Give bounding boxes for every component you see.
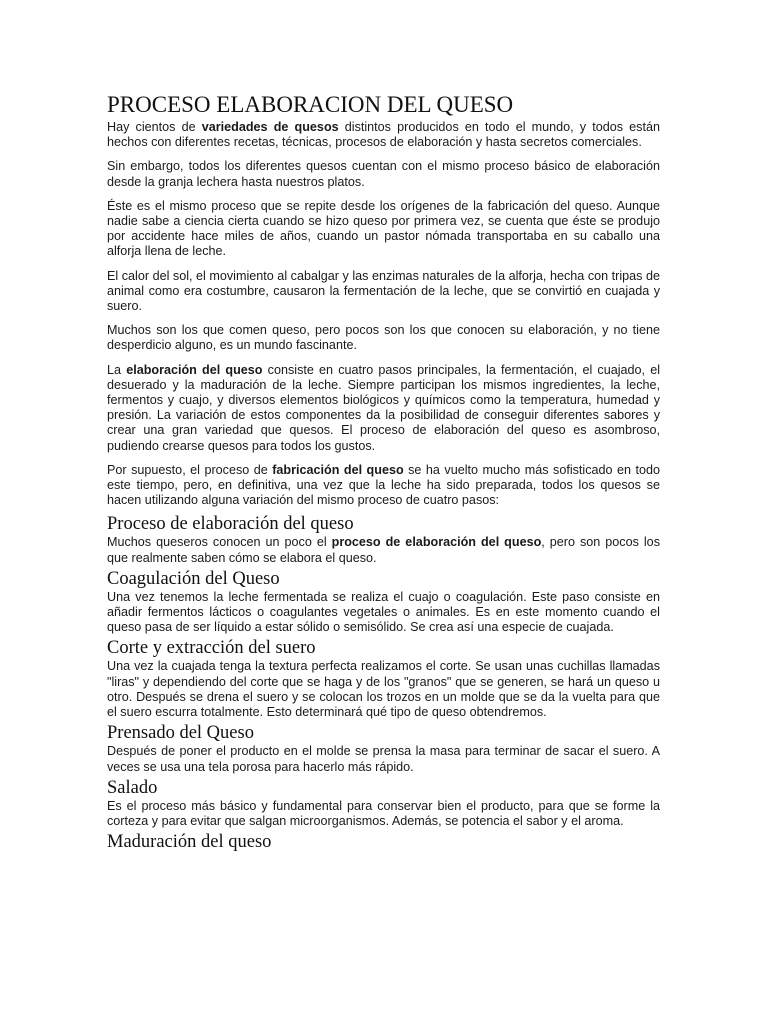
intro-paragraph [107,363,660,454]
text-run: Después de poner el producto en el molde se prensa la masa para terminar de sacar el suero. A veces se usa una tela porosa para hacerlo más rápido. [107,744,660,774]
intro-paragraph [107,120,660,150]
text-run: Una vez la cuajada tenga la textura perfecta realizamos el corte. Se usan unas cuchillas llamadas "liras" y dependiendo del corte que se haga y de los "granos" que se generen, se hará un queso u otro. Después se drena el suero y se colocan los trozos en un molde que se da la vuelta para que el suero escurra totalmente. Esto determinará qué tipo de queso obtendremos. [107,659,660,720]
section-paragraph [107,799,660,829]
section-heading: Corte y extracción del suero [107,638,316,659]
section-paragraph [107,535,660,565]
text-run: , pero son pocos los que realmente saben cómo se elabora el queso. [107,535,660,565]
content-section [107,569,660,636]
text-run: consiste en cuatro pasos principales, la fermentación, el cuajado, el desuerado y la maduración de la leche. Siempre participan los mismos ingredientes, la leche, fermentos y cuajo, y diversos elementos biológicos y químicos como la temperatura, humedad y presión. La variación de estos componentes da la posibilidad de conseguir diferentes sabores y crear una gran variedad que quesos. El proceso de elaboración del queso es asombroso, pudiendo crearse quesos para todos los gustos. [107,362,661,453]
content-section [107,778,660,829]
section-heading: Proceso de elaboración del queso [107,514,354,535]
section-paragraph [107,744,660,774]
sections-container [107,514,660,852]
content-section [107,723,660,774]
section-heading: Salado [107,777,158,798]
section-heading: Maduración del queso [107,832,272,853]
text-run: Por supuesto, el proceso de [107,462,273,477]
text-run: distintos producidos en todo el mundo, y todos están hechos con diferentes recetas, técnicas, procesos de elaboración y hasta secretos comerciales. [107,120,660,150]
bold-text-run: proceso de elaboración del queso [331,535,542,550]
text-run: Éste es el mismo proceso que se repite desde los orígenes de la fabricación del queso. Aunque nadie sabe a ciencia cierta cuando se hizo queso por primera vez, se cuenta que éste se produjo por accidente hace miles de años, cuando un pastor nómada transportaba en su caballo una alforja llena de leche. [107,198,660,259]
section-heading: Prensado del Queso [107,723,254,744]
intro-section [107,120,660,508]
text-run: Muchos son los que comen queso, pero pocos son los que conocen su elaboración, y no tiene desperdicio alguno, es un mundo fascinante. [107,323,660,353]
intro-paragraph [107,159,660,189]
text-run: La [107,362,127,377]
text-run: Hay cientos de [107,120,202,134]
intro-paragraph [107,199,660,260]
intro-paragraph [107,323,660,353]
section-paragraph [107,590,660,636]
content-section [107,638,660,720]
text-run: se ha vuelto mucho más sofisticado en todo este tiempo, pero, en definitiva, una vez que la leche ha sido preparada, todos los quesos se hacen utilizando alguna variación del mismo proceso de cuatro pasos: [107,462,660,508]
content-section [107,514,660,565]
intro-paragraph [107,269,660,315]
text-run: Una vez tenemos la leche fermentada se realiza el cuajo o coagulación. Este paso consiste en añadir fermentos lácticos o coagulantes vegetales o animales. Es en este momento cuando el queso pasa de ser líquido a estar sólido o semisólido. Se crea así una especie de cuajada. [107,589,660,635]
section-paragraph [107,659,660,720]
document-page [107,92,660,853]
intro-paragraph [107,463,660,509]
section-heading: Coagulación del Queso [107,568,280,589]
text-run: Muchos queseros conocen un poco el [107,535,332,550]
bold-text-run: elaboración del queso [126,362,263,377]
bold-text-run: variedades de quesos [201,120,339,134]
text-run: Es el proceso más básico y fundamental para conservar bien el producto, para que se forme la corteza y para evitar que salgan microorganismos. Además, se potencia el sabor y el aroma. [107,798,660,828]
text-run: El calor del sol, el movimiento al cabalgar y las enzimas naturales de la alforja, hecha con tripas de animal como era costumbre, causaron la fermentación de la leche, que se convirtió en cuajada y suero. [107,268,660,314]
bold-text-run: fabricación del queso [272,462,404,477]
content-section [107,832,660,852]
document-title: PROCESO ELABORACION DEL QUESO [107,92,514,117]
text-run: Sin embargo, todos los diferentes quesos cuentan con el mismo proceso básico de elaboración desde la granja lechera hasta nuestros platos. [107,159,660,189]
